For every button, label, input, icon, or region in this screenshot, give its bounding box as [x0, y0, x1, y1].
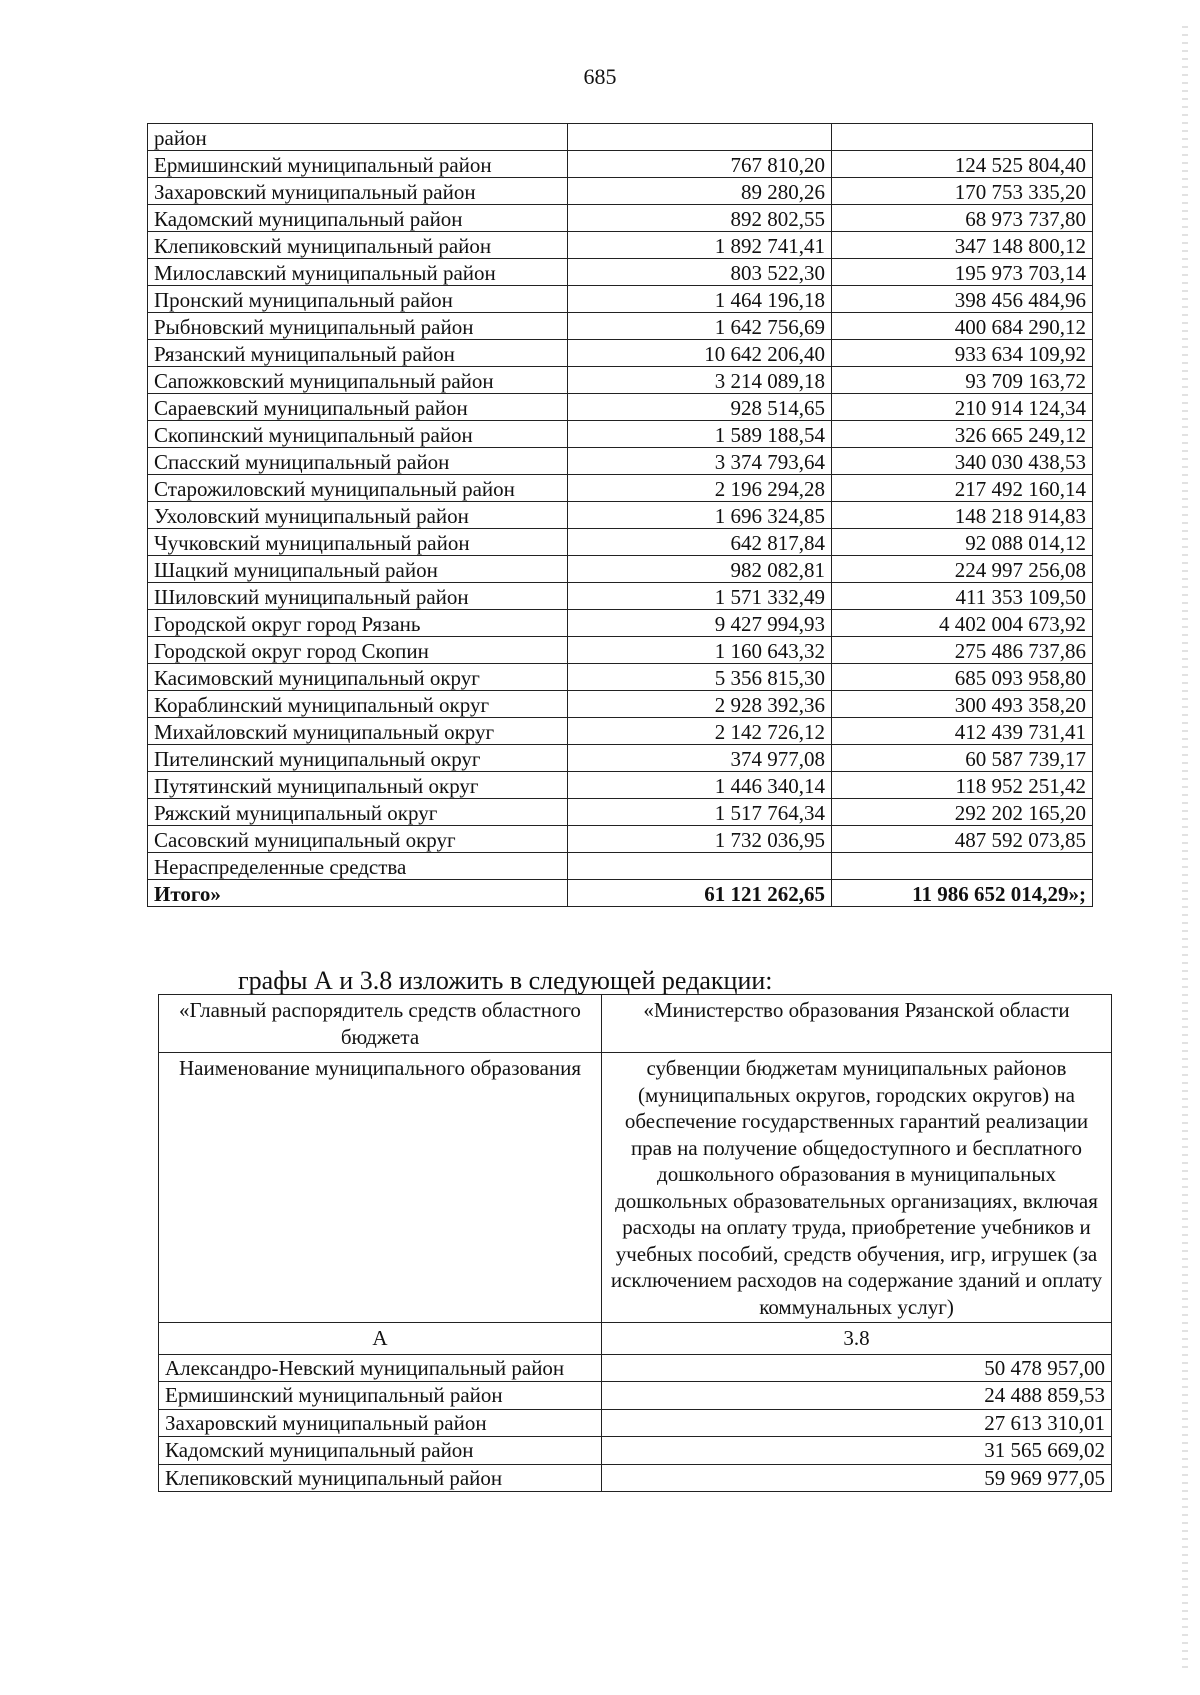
- amount-cell: 982 082,81: [568, 556, 832, 583]
- amount-cell: 892 802,55: [568, 205, 832, 232]
- table-row: [148, 637, 1093, 664]
- table-row: [148, 340, 1093, 367]
- municipality-name: Чучковский муниципальный район: [148, 529, 568, 556]
- table-row: [148, 529, 1093, 556]
- municipality-name: Шацкий муниципальный район: [148, 556, 568, 583]
- total-amount: 11 986 652 014,29»;: [832, 880, 1093, 907]
- amount-cell: 118 952 251,42: [832, 772, 1093, 799]
- municipality-name: Захаровский муниципальный район: [159, 1409, 602, 1437]
- municipality-name: Сапожковский муниципальный район: [148, 367, 568, 394]
- amount-cell: 93 709 163,72: [832, 367, 1093, 394]
- amount-cell: 803 522,30: [568, 259, 832, 286]
- municipality-name: Шиловский муниципальный район: [148, 583, 568, 610]
- table-row: [148, 286, 1093, 313]
- amount-cell: 1 696 324,85: [568, 502, 832, 529]
- municipality-name: Спасский муниципальный район: [148, 448, 568, 475]
- column-index-row: [159, 1323, 1112, 1355]
- table-row: [148, 799, 1093, 826]
- table-row: [148, 853, 1093, 880]
- scan-edge-artifact: [1182, 20, 1188, 1670]
- municipality-name: Захаровский муниципальный район: [148, 178, 568, 205]
- subvention-amount: 24 488 859,53: [602, 1382, 1112, 1410]
- subvention-amount: 31 565 669,02: [602, 1437, 1112, 1465]
- table-row: [159, 1409, 1112, 1437]
- table-row: [159, 1464, 1112, 1492]
- municipality-name: Путятинский муниципальный округ: [148, 772, 568, 799]
- amount-cell: 1 642 756,69: [568, 313, 832, 340]
- amount-cell: 412 439 731,41: [832, 718, 1093, 745]
- amount-cell: 3 374 793,64: [568, 448, 832, 475]
- column-index-a: А: [159, 1323, 602, 1355]
- amount-cell: 148 218 914,83: [832, 502, 1093, 529]
- table-row: [148, 826, 1093, 853]
- amount-cell: 933 634 109,92: [832, 340, 1093, 367]
- municipality-name: Клепиковский муниципальный район: [159, 1464, 602, 1492]
- amount-cell: 300 493 358,20: [832, 691, 1093, 718]
- amount-cell: 2 928 392,36: [568, 691, 832, 718]
- amount-cell: 1 160 643,32: [568, 637, 832, 664]
- table-row: [148, 718, 1093, 745]
- header-municipality-name: Наименование муниципального образования: [159, 1053, 602, 1323]
- amount-cell: 340 030 438,53: [832, 448, 1093, 475]
- amount-cell: 642 817,84: [568, 529, 832, 556]
- amount-cell: 195 973 703,14: [832, 259, 1093, 286]
- municipality-name: Касимовский муниципальный округ: [148, 664, 568, 691]
- table-row: [148, 745, 1093, 772]
- municipality-name: Скопинский муниципальный район: [148, 421, 568, 448]
- amount-cell: 292 202 165,20: [832, 799, 1093, 826]
- amount-cell: 928 514,65: [568, 394, 832, 421]
- amount-cell: [568, 853, 832, 880]
- table-row: [148, 178, 1093, 205]
- table-row: [148, 313, 1093, 340]
- total-amount: 61 121 262,65: [568, 880, 832, 907]
- amount-cell: 2 196 294,28: [568, 475, 832, 502]
- municipality-name: Рыбновский муниципальный район: [148, 313, 568, 340]
- amount-cell: 170 753 335,20: [832, 178, 1093, 205]
- allocation-table: [147, 123, 1093, 907]
- amount-cell: 60 587 739,17: [832, 745, 1093, 772]
- municipality-name: Ухоловский муниципальный район: [148, 502, 568, 529]
- table-row: [148, 124, 1093, 151]
- municipality-name: Милославский муниципальный район: [148, 259, 568, 286]
- table-row: [148, 448, 1093, 475]
- amount-cell: [568, 124, 832, 151]
- municipality-name: Пителинский муниципальный округ: [148, 745, 568, 772]
- table-row: [148, 151, 1093, 178]
- amount-cell: 1 589 188,54: [568, 421, 832, 448]
- total-row: [148, 880, 1093, 907]
- amount-cell: [832, 853, 1093, 880]
- table-row: [148, 367, 1093, 394]
- amount-cell: 398 456 484,96: [832, 286, 1093, 313]
- table-row: [148, 583, 1093, 610]
- table-row: [148, 475, 1093, 502]
- amount-cell: 9 427 994,93: [568, 610, 832, 637]
- municipality-name: Городской округ город Рязань: [148, 610, 568, 637]
- amount-cell: 1 892 741,41: [568, 232, 832, 259]
- table-row: [148, 205, 1093, 232]
- subvention-amount: 27 613 310,01: [602, 1409, 1112, 1437]
- municipality-name: Городской округ город Скопин: [148, 637, 568, 664]
- amount-cell: 326 665 249,12: [832, 421, 1093, 448]
- municipality-name: Кораблинский муниципальный округ: [148, 691, 568, 718]
- amount-cell: 1 464 196,18: [568, 286, 832, 313]
- municipality-name: Нераспределенные средства: [148, 853, 568, 880]
- subvention-amount: 50 478 957,00: [602, 1354, 1112, 1382]
- table-row: [159, 1382, 1112, 1410]
- municipality-name: Клепиковский муниципальный район: [148, 232, 568, 259]
- table-row: [148, 394, 1093, 421]
- amount-cell: 10 642 206,40: [568, 340, 832, 367]
- column-index-3-8: 3.8: [602, 1323, 1112, 1355]
- table-row: [148, 610, 1093, 637]
- municipality-name: Михайловский муниципальный округ: [148, 718, 568, 745]
- amount-cell: 92 088 014,12: [832, 529, 1093, 556]
- amount-cell: 374 977,08: [568, 745, 832, 772]
- amount-cell: 347 148 800,12: [832, 232, 1093, 259]
- municipality-name: Александро-Невский муниципальный район: [159, 1354, 602, 1382]
- municipality-name: Ермишинский муниципальный район: [148, 151, 568, 178]
- amendment-phrase: графы А и 3.8 изложить в следующей редакции:: [238, 966, 773, 995]
- page-number: 685: [583, 64, 617, 89]
- amount-cell: 1 517 764,34: [568, 799, 832, 826]
- municipality-name: Сасовский муниципальный округ: [148, 826, 568, 853]
- municipality-name: Старожиловский муниципальный район: [148, 475, 568, 502]
- subvention-table-body: [159, 995, 1112, 1492]
- table-row: [159, 1354, 1112, 1382]
- header-main-distributor: «Главный распорядитель средств областного бюджета: [159, 995, 602, 1053]
- municipality-name: Ермишинский муниципальный район: [159, 1382, 602, 1410]
- municipality-name: район: [148, 124, 568, 151]
- municipality-name: Кадомский муниципальный район: [148, 205, 568, 232]
- subvention-header-row: [159, 995, 1112, 1053]
- subvention-description-row: [159, 1053, 1112, 1323]
- amount-cell: 68 973 737,80: [832, 205, 1093, 232]
- subvention-table: [158, 994, 1112, 1492]
- municipality-name: Сараевский муниципальный район: [148, 394, 568, 421]
- table-row: [148, 556, 1093, 583]
- amount-cell: 767 810,20: [568, 151, 832, 178]
- amount-cell: 3 214 089,18: [568, 367, 832, 394]
- amount-cell: 400 684 290,12: [832, 313, 1093, 340]
- amount-cell: 217 492 160,14: [832, 475, 1093, 502]
- amount-cell: 685 093 958,80: [832, 664, 1093, 691]
- municipality-name: Кадомский муниципальный район: [159, 1437, 602, 1465]
- amount-cell: 411 353 109,50: [832, 583, 1093, 610]
- amount-cell: 1 732 036,95: [568, 826, 832, 853]
- table-row: [148, 691, 1093, 718]
- table-row: [148, 232, 1093, 259]
- amount-cell: 5 356 815,30: [568, 664, 832, 691]
- table-row: [148, 664, 1093, 691]
- amount-cell: 124 525 804,40: [832, 151, 1093, 178]
- municipality-name: Рязанский муниципальный район: [148, 340, 568, 367]
- amount-cell: 1 571 332,49: [568, 583, 832, 610]
- table-row: [148, 421, 1093, 448]
- subvention-description: субвенции бюджетам муниципальных районов (муниципальных округов, городских округов) на обеспечение государственных гарантий реализации прав на получение общедоступного и бесплатного дошкольного образования в муниципальных дошкольных образовательных организациях, включая расходы на оплату труда, приобретение учебников и учебных пособий, средств обучения, игр, игрушек (за исключением расходов на содержание зданий и оплату коммунальных услуг): [602, 1053, 1112, 1323]
- amount-cell: 210 914 124,34: [832, 394, 1093, 421]
- amount-cell: 275 486 737,86: [832, 637, 1093, 664]
- amount-cell: 4 402 004 673,92: [832, 610, 1093, 637]
- amount-cell: 2 142 726,12: [568, 718, 832, 745]
- header-ministry: «Министерство образования Рязанской области: [602, 995, 1112, 1053]
- table-row: [148, 259, 1093, 286]
- amount-cell: 1 446 340,14: [568, 772, 832, 799]
- amount-cell: 89 280,26: [568, 178, 832, 205]
- allocation-table-body: [148, 124, 1093, 907]
- amount-cell: 487 592 073,85: [832, 826, 1093, 853]
- table-row: [159, 1437, 1112, 1465]
- municipality-name: Ряжский муниципальный округ: [148, 799, 568, 826]
- total-label: Итого»: [148, 880, 568, 907]
- subvention-amount: 59 969 977,05: [602, 1464, 1112, 1492]
- amount-cell: [832, 124, 1093, 151]
- municipality-name: Пронский муниципальный район: [148, 286, 568, 313]
- table-row: [148, 772, 1093, 799]
- table-row: [148, 502, 1093, 529]
- amount-cell: 224 997 256,08: [832, 556, 1093, 583]
